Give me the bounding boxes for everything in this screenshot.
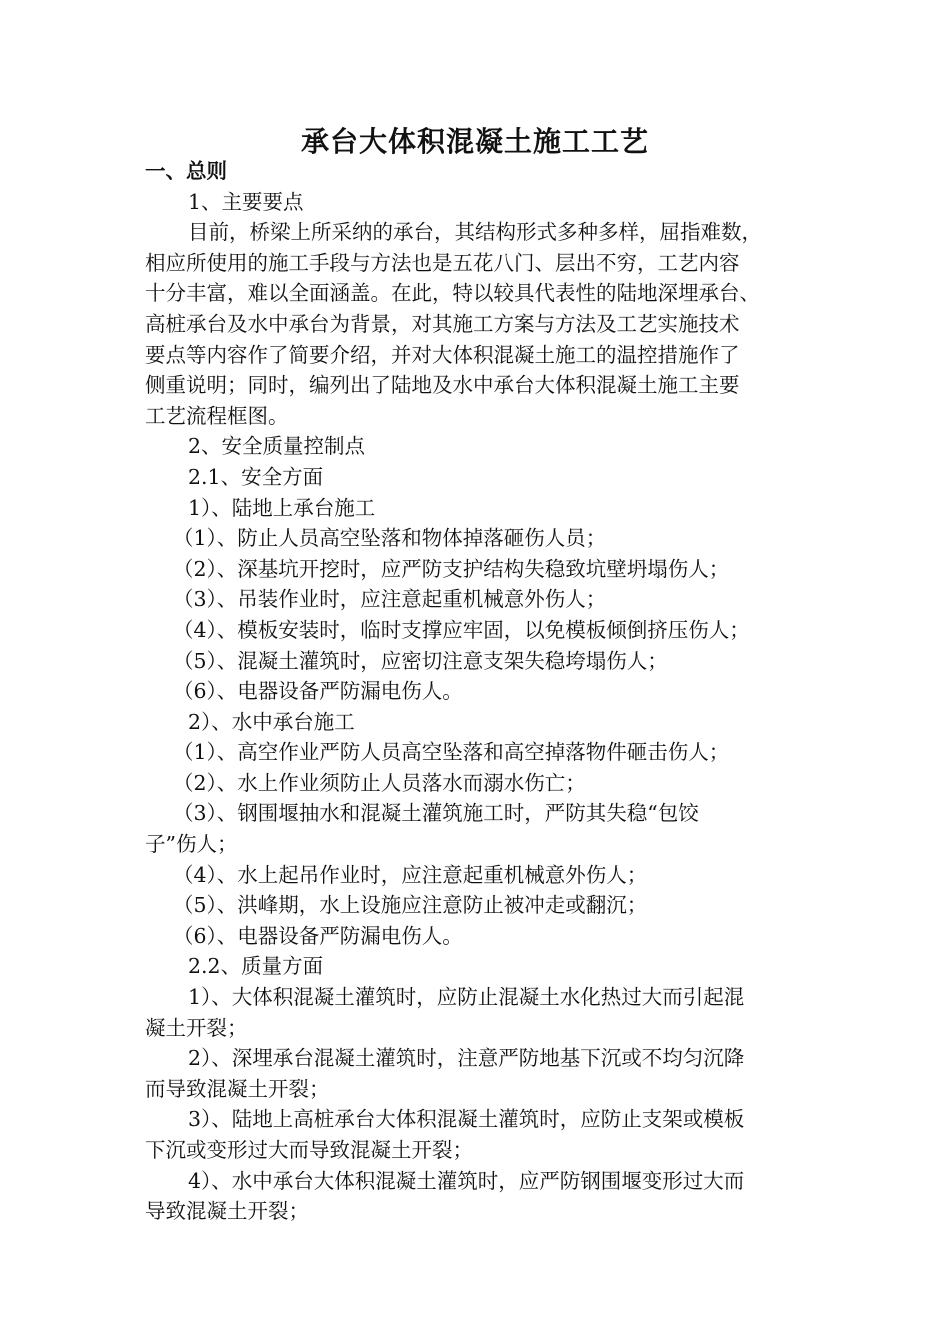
text-line: 下沉或变形过大而导致混凝土开裂； [145, 1138, 473, 1162]
text-line: 侧重说明；同时，编列出了陆地及水中承台大体积混凝土施工主要 [145, 373, 740, 398]
text-line: 2）、水中承台施工 [188, 709, 355, 734]
text-line: （2）、深基坑开挖时，应严防支护结构失稳致坑壁坍塌伤人； [173, 556, 730, 581]
text-line: （3）、吊装作业时，应注意起重机械意外伤人； [173, 587, 607, 612]
text-line: 十分丰富，难以全面涵盖。在此，特以较具代表性的陆地深埋承台、 [145, 281, 760, 306]
text-line: （2）、水上作业须防止人员落水而溺水伤亡； [173, 770, 586, 795]
text-line: 目前，桥梁上所采纳的承台，其结构形式多种多样，屈指难数， [188, 220, 762, 245]
text-line: 1、主要要点 [188, 189, 304, 214]
text-line: 凝土开裂； [145, 1015, 248, 1040]
text-line: （5）、混凝土灌筑时，应密切注意支架失稳垮塌伤人； [173, 648, 668, 673]
text-line: 4）、水中承台大体积混凝土灌筑时，应严防钢围堰变形过大而 [188, 1168, 745, 1193]
text-line: 2.1、安全方面 [188, 464, 324, 489]
text-line: 子”伤人； [145, 832, 238, 857]
document-title: 承台大体积混凝土施工工艺 [300, 125, 649, 158]
text-line: 2）、深埋承台混凝土灌筑时，注意严防地基下沉或不均匀沉降 [188, 1046, 745, 1071]
text-line: （4）、模板安装时，临时支撑应牢固，以免模板倾倒挤压伤人； [173, 617, 750, 642]
text-line: 要点等内容作了简要介绍，并对大体积混凝土施工的温控措施作了 [145, 342, 740, 367]
section-heading: 一、总则 [145, 159, 227, 183]
text-line: 高桩承台及水中承台为背景，对其施工方案与方法及工艺实施技术 [145, 311, 740, 336]
text-line: 1）、陆地上承台施工 [188, 495, 376, 520]
text-line: （1）、防止人员高空坠落和物体掉落砸伤人员； [173, 526, 607, 551]
text-line: 3）、陆地上高桩承台大体积混凝土灌筑时，应防止支架或模板 [188, 1107, 745, 1132]
document-body [145, 156, 813, 1227]
text-line: （1）、高空作业严防人员高空坠落和高空掉落物件砸击伤人； [173, 740, 730, 765]
text-line: 工艺流程框图。 [145, 403, 289, 428]
text-line: （4）、水上起吊作业时，应注意起重机械意外伤人； [173, 862, 648, 887]
text-line: 导致混凝土开裂； [145, 1199, 309, 1224]
text-line: 相应所使用的施工手段与方法也是五花八门、层出不穷，工艺内容 [145, 250, 740, 275]
text-line: （5）、洪峰期，水上设施应注意防止被冲走或翻沉； [173, 893, 648, 918]
text-line: （6）、电器设备严防漏电伤人。 [173, 923, 463, 948]
text-line: 2、安全质量控制点 [188, 434, 366, 459]
text-line: 而导致混凝土开裂； [145, 1076, 330, 1101]
text-line: 1）、大体积混凝土灌筑时，应防止混凝土水化热过大而引起混 [188, 985, 745, 1010]
text-line: （3）、钢围堰抽水和混凝土灌筑施工时，严防其失稳“包饺 [173, 801, 699, 826]
text-line: （6）、电器设备严防漏电伤人。 [173, 679, 463, 704]
text-line: 2.2、质量方面 [188, 954, 324, 979]
